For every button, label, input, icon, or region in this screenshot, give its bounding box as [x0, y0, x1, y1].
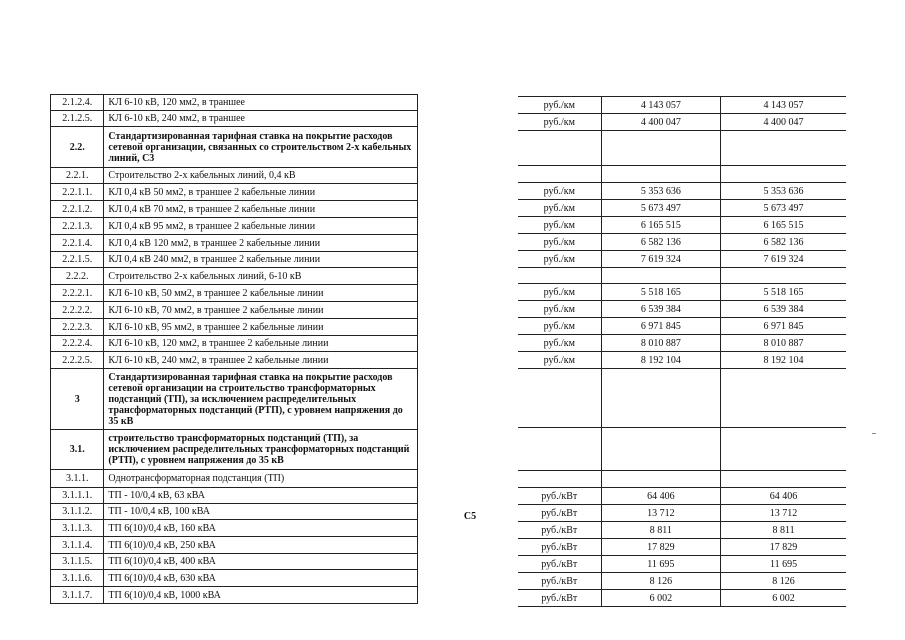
item-description: КЛ 6-10 кВ, 120 мм2, в траншее 2 кабельные линии	[104, 336, 418, 352]
item-number: 3.1.1.6.	[51, 570, 104, 587]
value-cell-2	[721, 471, 846, 488]
value-row	[518, 284, 846, 301]
value-cell-1: 64 406	[601, 488, 721, 505]
unit-cell: руб./км	[518, 97, 601, 114]
value-cell-1: 5 673 497	[601, 200, 721, 217]
item-description: ТП 6(10)/0,4 кВ, 1000 кВА	[104, 587, 418, 604]
item-description: КЛ 0,4 кВ 240 мм2, в траншее 2 кабельные линии	[104, 252, 418, 268]
value-cell-1	[601, 369, 721, 428]
value-row	[518, 301, 846, 318]
value-cell-1: 4 400 047	[601, 114, 721, 131]
item-row	[51, 520, 418, 537]
value-cell-1	[601, 131, 721, 166]
unit-cell	[518, 131, 601, 166]
item-number: 2.2.1.2.	[51, 201, 104, 218]
item-number: 2.2.2.2.	[51, 302, 104, 319]
item-number: 2.1.2.5.	[51, 111, 104, 127]
item-number: 3.1.1.2.	[51, 504, 104, 520]
item-row	[51, 504, 418, 520]
item-row	[51, 537, 418, 554]
value-row	[518, 200, 846, 217]
value-cell-2	[721, 369, 846, 428]
value-cell-2	[721, 131, 846, 166]
item-description: Строительство 2-х кабельных линий, 0,4 кВ	[104, 168, 418, 184]
value-row	[518, 97, 846, 114]
item-row	[51, 587, 418, 604]
item-number: 2.2.2.3.	[51, 319, 104, 336]
value-cell-1: 6 971 845	[601, 318, 721, 335]
value-row	[518, 318, 846, 335]
tariff-items-table	[50, 94, 418, 604]
unit-cell	[518, 428, 601, 471]
value-row	[518, 573, 846, 590]
item-number: 2.2.2.5.	[51, 352, 104, 369]
value-cell-2	[721, 166, 846, 183]
value-cell-2: 17 829	[721, 539, 846, 556]
item-description: ТП 6(10)/0,4 кВ, 630 кВА	[104, 570, 418, 587]
value-cell-1: 7 619 324	[601, 251, 721, 268]
value-cell-2	[721, 268, 846, 284]
item-number: 3.1.1.7.	[51, 587, 104, 604]
value-row	[518, 335, 846, 352]
unit-cell: руб./кВт	[518, 522, 601, 539]
item-description: КЛ 6-10 кВ, 240 мм2, в траншее 2 кабельные линии	[104, 352, 418, 369]
item-row	[51, 201, 418, 218]
value-cell-1	[601, 166, 721, 183]
item-description: ТП 6(10)/0,4 кВ, 160 кВА	[104, 520, 418, 537]
value-cell-2: 6 582 136	[721, 234, 846, 251]
item-description: ТП 6(10)/0,4 кВ, 250 кВА	[104, 537, 418, 554]
value-cell-2: 8 126	[721, 573, 846, 590]
value-cell-2: 6 971 845	[721, 318, 846, 335]
value-cell-1: 13 712	[601, 505, 721, 522]
unit-cell: руб./км	[518, 251, 601, 268]
item-number: 2.2.2.4.	[51, 336, 104, 352]
tariff-values-body	[518, 97, 846, 607]
value-cell-2: 8 010 887	[721, 335, 846, 352]
item-row	[51, 218, 418, 235]
item-number: 2.2.2.	[51, 268, 104, 285]
value-row	[518, 471, 846, 488]
value-row	[518, 539, 846, 556]
value-cell-1	[601, 428, 721, 471]
item-row	[51, 127, 418, 168]
item-description: КЛ 6-10 кВ, 120 мм2, в траншее	[104, 95, 418, 111]
item-number: 2.2.1.	[51, 168, 104, 184]
value-cell-1: 6 165 515	[601, 217, 721, 234]
value-row	[518, 590, 846, 607]
item-description: Стандартизированная тарифная ставка на покрытие расходов сетевой организации, связанных со строительством 2-х кабельных линий, С3	[104, 127, 418, 168]
item-row	[51, 168, 418, 184]
value-cell-2: 7 619 324	[721, 251, 846, 268]
item-row	[51, 570, 418, 587]
tariff-values-table	[518, 96, 846, 607]
value-row	[518, 114, 846, 131]
item-number: 3.1.1.1.	[51, 488, 104, 504]
unit-cell: руб./км	[518, 200, 601, 217]
value-cell-1	[601, 268, 721, 284]
item-number: 2.2.	[51, 127, 104, 168]
unit-cell	[518, 166, 601, 183]
unit-cell	[518, 268, 601, 284]
value-row	[518, 556, 846, 573]
value-cell-2: 11 695	[721, 556, 846, 573]
value-cell-1: 11 695	[601, 556, 721, 573]
item-description: КЛ 0,4 кВ 120 мм2, в траншее 2 кабельные линии	[104, 235, 418, 252]
value-cell-1: 8 811	[601, 522, 721, 539]
item-row	[51, 369, 418, 430]
value-row	[518, 131, 846, 166]
unit-cell: руб./км	[518, 318, 601, 335]
value-cell-2: 5 673 497	[721, 200, 846, 217]
value-row	[518, 352, 846, 369]
item-row	[51, 235, 418, 252]
value-cell-1: 8 126	[601, 573, 721, 590]
item-number: 3.1.1.3.	[51, 520, 104, 537]
item-row	[51, 285, 418, 302]
item-row	[51, 252, 418, 268]
item-number: 2.2.1.3.	[51, 218, 104, 235]
item-row	[51, 470, 418, 488]
value-cell-1: 5 518 165	[601, 284, 721, 301]
item-description: ТП - 10/0,4 кВ, 100 кВА	[104, 504, 418, 520]
value-row	[518, 166, 846, 183]
item-number: 2.2.1.4.	[51, 235, 104, 252]
value-cell-1: 4 143 057	[601, 97, 721, 114]
value-cell-2: 6 539 384	[721, 301, 846, 318]
item-description: КЛ 6-10 кВ, 70 мм2, в траншее 2 кабельные линии	[104, 302, 418, 319]
item-description: ТП - 10/0,4 кВ, 63 кВА	[104, 488, 418, 504]
unit-cell: руб./км	[518, 284, 601, 301]
unit-cell: руб./км	[518, 335, 601, 352]
value-cell-1: 6 002	[601, 590, 721, 607]
value-cell-1: 6 582 136	[601, 234, 721, 251]
item-row	[51, 95, 418, 111]
value-row	[518, 488, 846, 505]
item-number: 3.1.	[51, 430, 104, 470]
item-description: КЛ 0,4 кВ 70 мм2, в траншее 2 кабельные линии	[104, 201, 418, 218]
unit-cell: руб./км	[518, 234, 601, 251]
value-cell-2: 64 406	[721, 488, 846, 505]
unit-cell: руб./км	[518, 217, 601, 234]
item-description: Однотрансформаторная подстанция (ТП)	[104, 470, 418, 488]
value-cell-1	[601, 471, 721, 488]
value-cell-2: 4 143 057	[721, 97, 846, 114]
item-number: 2.1.2.4.	[51, 95, 104, 111]
unit-cell: руб./кВт	[518, 488, 601, 505]
value-cell-2: 8 811	[721, 522, 846, 539]
item-number: 3.1.1.4.	[51, 537, 104, 554]
item-row	[51, 111, 418, 127]
value-cell-1: 17 829	[601, 539, 721, 556]
item-row	[51, 184, 418, 201]
value-cell-2: 6 002	[721, 590, 846, 607]
value-cell-2: 4 400 047	[721, 114, 846, 131]
item-description: КЛ 6-10 кВ, 95 мм2, в траншее 2 кабельные линии	[104, 319, 418, 336]
item-row	[51, 336, 418, 352]
value-row	[518, 234, 846, 251]
scan-mark	[872, 433, 876, 434]
item-number: 2.2.1.5.	[51, 252, 104, 268]
unit-cell	[518, 471, 601, 488]
item-number: 3.1.1.5.	[51, 554, 104, 570]
unit-cell: руб./км	[518, 114, 601, 131]
item-row	[51, 430, 418, 470]
value-cell-2: 6 165 515	[721, 217, 846, 234]
item-number: 2.2.1.1.	[51, 184, 104, 201]
item-row	[51, 268, 418, 285]
value-cell-2: 5 518 165	[721, 284, 846, 301]
rate-code-label: С5	[463, 511, 477, 522]
item-description: КЛ 6-10 кВ, 50 мм2, в траншее 2 кабельные линии	[104, 285, 418, 302]
unit-cell: руб./кВт	[518, 539, 601, 556]
item-row	[51, 488, 418, 504]
unit-cell: руб./км	[518, 301, 601, 318]
item-description: Стандартизированная тарифная ставка на покрытие расходов сетевой организации на строительство трансформаторных подстанций (ТП), за исключением распределительных трансформаторных подстанций (РТП), с уровнем напряжения до 35 кВ	[104, 369, 418, 430]
item-description: строительство трансформаторных подстанций (ТП), за исключением распределительных трансформаторных подстанций (РТП), с уровнем напряжения до 35 кВ	[104, 430, 418, 470]
item-row	[51, 352, 418, 369]
unit-cell: руб./кВт	[518, 590, 601, 607]
value-row	[518, 268, 846, 284]
tariff-items-body	[51, 95, 418, 604]
value-row	[518, 183, 846, 200]
value-cell-1: 6 539 384	[601, 301, 721, 318]
item-description: КЛ 6-10 кВ, 240 мм2, в траншее	[104, 111, 418, 127]
unit-cell: руб./кВт	[518, 556, 601, 573]
item-description: Строительство 2-х кабельных линий, 6-10 кВ	[104, 268, 418, 285]
unit-cell: руб./кВт	[518, 573, 601, 590]
item-description: КЛ 0,4 кВ 95 мм2, в траншее 2 кабельные линии	[104, 218, 418, 235]
item-number: 2.2.2.1.	[51, 285, 104, 302]
value-cell-1: 8 010 887	[601, 335, 721, 352]
item-number: 3.1.1.	[51, 470, 104, 488]
value-cell-1: 8 192 104	[601, 352, 721, 369]
value-cell-2: 5 353 636	[721, 183, 846, 200]
value-cell-2	[721, 428, 846, 471]
item-number: 3	[51, 369, 104, 430]
value-row	[518, 251, 846, 268]
unit-cell: руб./кВт	[518, 505, 601, 522]
item-row	[51, 554, 418, 570]
value-row	[518, 369, 846, 428]
value-row	[518, 428, 846, 471]
value-row	[518, 505, 846, 522]
value-cell-2: 13 712	[721, 505, 846, 522]
value-cell-1: 5 353 636	[601, 183, 721, 200]
unit-cell: руб./км	[518, 352, 601, 369]
value-cell-2: 8 192 104	[721, 352, 846, 369]
value-row	[518, 217, 846, 234]
item-description: КЛ 0,4 кВ 50 мм2, в траншее 2 кабельные линии	[104, 184, 418, 201]
item-description: ТП 6(10)/0,4 кВ, 400 кВА	[104, 554, 418, 570]
unit-cell: руб./км	[518, 183, 601, 200]
item-row	[51, 319, 418, 336]
unit-cell	[518, 369, 601, 428]
item-row	[51, 302, 418, 319]
value-row	[518, 522, 846, 539]
